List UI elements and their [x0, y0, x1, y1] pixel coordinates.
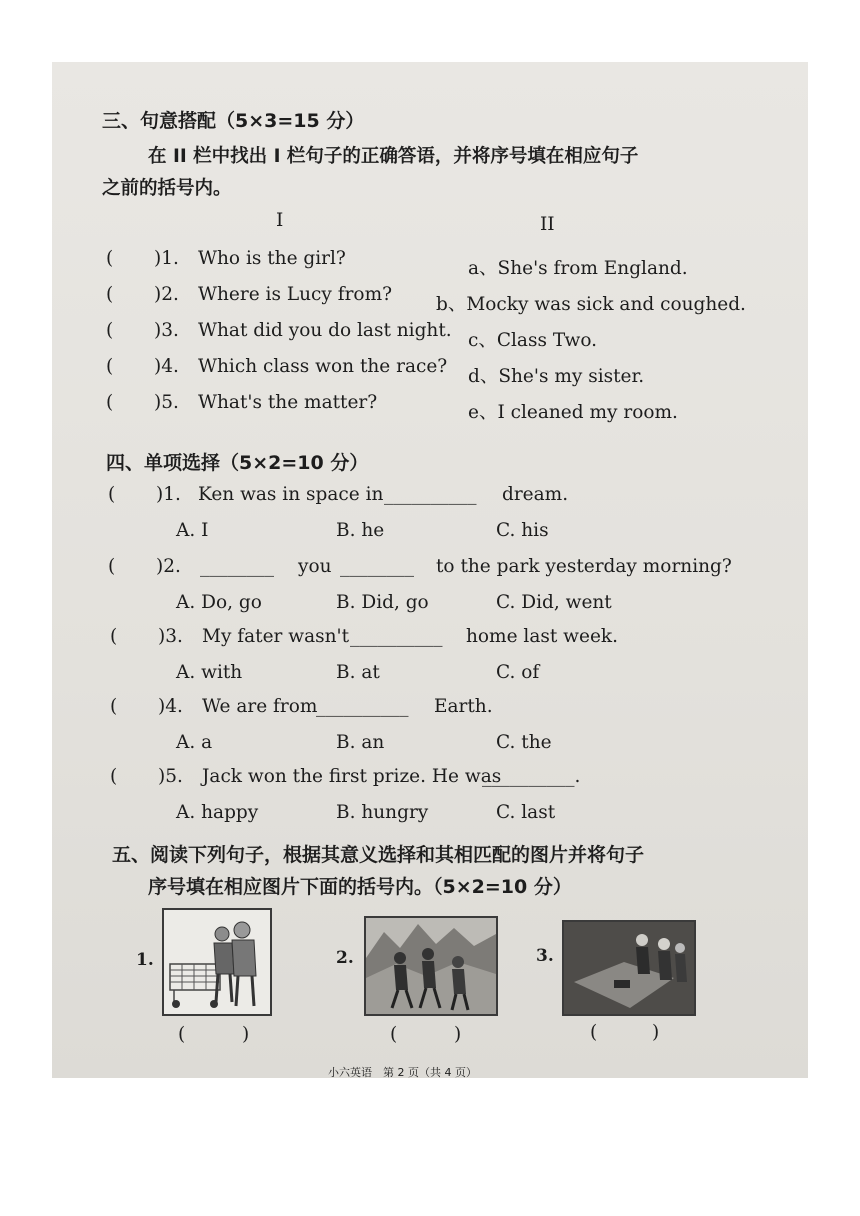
answer-paren-open: ( — [108, 556, 116, 577]
option-b: B. an — [336, 732, 385, 753]
answer-paren-open: ( — [106, 284, 114, 305]
section3-instruction-line1: 在 II 栏中找出 I 栏句子的正确答语，并将序号填在相应句子 — [148, 146, 639, 167]
option-a: A. a — [176, 732, 213, 753]
picture-number: 1. — [136, 950, 154, 970]
option-c: C. his — [496, 520, 549, 541]
question-text: home last week. — [466, 626, 619, 647]
match-answer-text: d、She's my sister. — [468, 366, 645, 387]
question-text: Earth. — [434, 696, 493, 717]
match-answer-text: c、Class Two. — [468, 330, 598, 351]
picture-shopping-cart — [162, 908, 272, 1016]
answer-blank: __________ — [384, 484, 477, 505]
section5-title-line2: 序号填在相应图片下面的括号内。（5×2=10 分） — [148, 876, 572, 898]
option-a: A. I — [176, 520, 209, 541]
picture-answer-paren-open: ( — [178, 1024, 186, 1045]
match-question-text: Who is the girl? — [198, 248, 346, 269]
question-text: dream. — [502, 484, 569, 505]
match-answer-text: b、Mocky was sick and coughed. — [436, 294, 746, 315]
question-number: )4. — [158, 696, 183, 717]
option-a: A. with — [176, 662, 243, 683]
answer-blank: __________ — [350, 626, 443, 647]
question-text: We are from — [202, 696, 318, 717]
section3-title: 三、句意搭配（5×3=15 分） — [102, 110, 365, 132]
question-number: )4. — [154, 356, 179, 377]
question-text: My fater wasn't — [202, 626, 350, 647]
question-number: )3. — [158, 626, 183, 647]
option-a: A. happy — [176, 802, 259, 823]
column-header-1: I — [276, 210, 284, 231]
question-number: )3. — [154, 320, 179, 341]
exam-page — [52, 62, 808, 1078]
answer-blank: __________. — [482, 766, 581, 787]
match-question-text: What did you do last night. — [198, 320, 452, 341]
answer-paren-open: ( — [108, 484, 116, 505]
picture-answer-paren-open: ( — [590, 1022, 598, 1043]
match-answer-text: e、I cleaned my room. — [468, 402, 678, 423]
answer-blank: ________ — [340, 556, 414, 577]
question-number: )2. — [156, 556, 181, 577]
question-text: you — [298, 556, 332, 577]
picture-answer-paren-close: ) — [652, 1022, 660, 1043]
answer-paren-open: ( — [110, 626, 118, 647]
question-text: Jack won the first prize. He was — [202, 766, 502, 787]
picture-cleaning-room — [562, 920, 696, 1016]
option-c: C. last — [496, 802, 556, 823]
answer-blank: ________ — [200, 556, 274, 577]
answer-paren-open: ( — [106, 320, 114, 341]
match-question-text: Where is Lucy from? — [198, 284, 393, 305]
question-number: )2. — [154, 284, 179, 305]
option-b: B. Did, go — [336, 592, 429, 613]
question-number: )1. — [156, 484, 181, 505]
section3-instruction-line2: 之前的括号内。 — [102, 178, 232, 199]
answer-paren-open: ( — [106, 392, 114, 413]
option-c: C. Did, went — [496, 592, 612, 613]
question-number: )5. — [154, 392, 179, 413]
match-question-text: Which class won the race? — [198, 356, 448, 377]
picture-answer-paren-close: ) — [242, 1024, 250, 1045]
picture-hiking-mountains — [364, 916, 498, 1016]
option-b: B. he — [336, 520, 385, 541]
question-text: Ken was in space in — [198, 484, 384, 505]
page-footer: 小六英语 第 2 页（共 4 页） — [328, 1066, 477, 1078]
picture-number: 3. — [536, 946, 554, 966]
match-answer-text: a、She's from England. — [468, 258, 688, 279]
option-c: C. of — [496, 662, 540, 683]
option-c: C. the — [496, 732, 552, 753]
answer-paren-open: ( — [106, 248, 114, 269]
picture-number: 2. — [336, 948, 354, 968]
question-number: )1. — [154, 248, 179, 269]
answer-paren-open: ( — [110, 696, 118, 717]
section5-title-line1: 五、阅读下列句子，根据其意义选择和其相匹配的图片并将句子 — [112, 844, 645, 866]
question-text: to the park yesterday morning? — [436, 556, 732, 577]
section4-title: 四、单项选择（5×2=10 分） — [106, 452, 369, 474]
answer-paren-open: ( — [110, 766, 118, 787]
answer-blank: __________ — [316, 696, 409, 717]
option-b: B. hungry — [336, 802, 429, 823]
answer-paren-open: ( — [106, 356, 114, 377]
option-b: B. at — [336, 662, 380, 683]
column-header-2: II — [540, 214, 555, 235]
question-number: )5. — [158, 766, 183, 787]
picture-answer-paren-open: ( — [390, 1024, 398, 1045]
match-question-text: What's the matter? — [198, 392, 378, 413]
picture-answer-paren-close: ) — [454, 1024, 462, 1045]
option-a: A. Do, go — [176, 592, 262, 613]
